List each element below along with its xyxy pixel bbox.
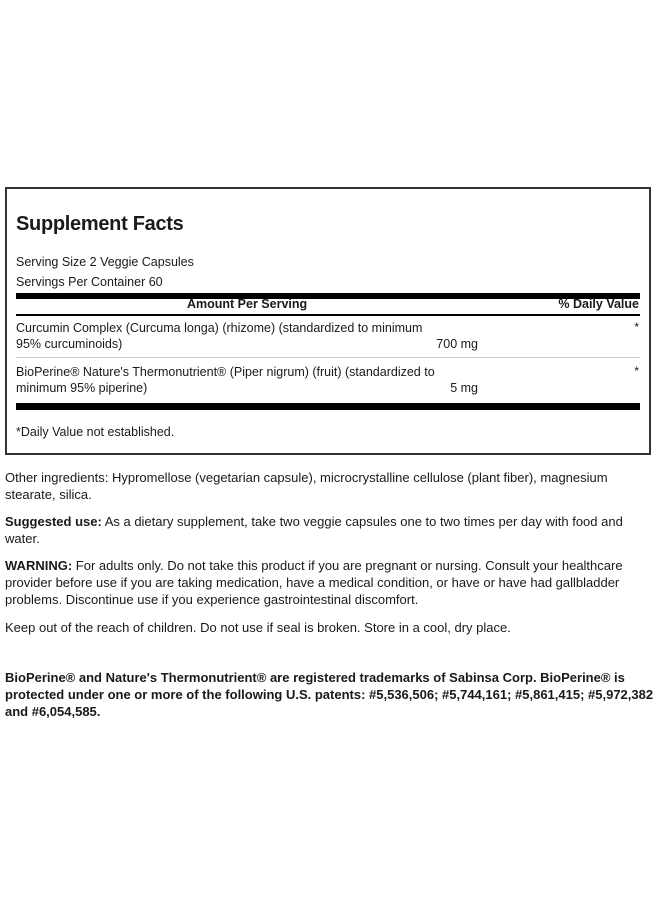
nutrient-name: BioPerine® Nature's Thermonutrient® (Piper nigrum) (fruit) (standardized to <box>16 365 435 379</box>
warning <box>5 557 655 608</box>
nutrient-amount: 700 mg <box>436 337 478 351</box>
serving-size: Serving Size 2 Veggie Capsules <box>16 255 194 269</box>
suggested-use-text: As a dietary supplement, take two veggie capsules one to two times per day with food and water. <box>5 514 623 546</box>
panel-title: Supplement Facts <box>16 213 184 235</box>
row-divider <box>16 357 640 358</box>
servings-per-container: Servings Per Container 60 <box>16 275 163 289</box>
suggested-use-label: Suggested use: <box>5 514 102 529</box>
supplement-facts-panel <box>5 187 651 455</box>
divider-thick <box>16 403 640 410</box>
nutrient-amount: 5 mg <box>450 381 478 395</box>
nutrient-dv: * <box>634 320 639 334</box>
nutrient-name-cont: minimum 95% piperine) <box>16 381 148 395</box>
divider-thick <box>16 293 640 299</box>
nutrient-name: Curcumin Complex (Curcuma longa) (rhizome) (standardized to minimum <box>16 321 423 335</box>
nutrient-row <box>16 364 478 396</box>
nutrient-dv: * <box>634 364 639 378</box>
warning-text: For adults only. Do not take this product if you are pregnant or nursing. Consult your healthcare provider before use if you are taking medication, have a medical condition, or have or have had gallbladder problems. Discontinue use if you experience gastrointestinal discomfort. <box>5 558 623 607</box>
nutrient-name-cont: 95% curcuminoids) <box>16 337 123 351</box>
trademark-notice: BioPerine® and Nature's Thermonutrient® are registered trademarks of Sabinsa Corp. BioPerine® is protected under one or more of the following U.S. patents: #5,536,506; #5,744,161; #5,861,415; #5,972,382 and #6,054,585. <box>5 670 654 719</box>
footnote: *Daily Value not established. <box>16 425 175 439</box>
storage-instructions: Keep out of the reach of children. Do not use if seal is broken. Store in a cool, dry place. <box>5 620 511 635</box>
divider-thin <box>16 314 640 316</box>
suggested-use <box>5 513 655 547</box>
other-ingredients: Other ingredients: Hypromellose (vegetarian capsule), microcrystalline cellulose (plant fiber), magnesium stearate, silica. <box>5 470 608 502</box>
amount-per-serving-header: Amount Per Serving <box>187 297 308 311</box>
nutrient-row <box>16 320 478 352</box>
daily-value-header: % Daily Value <box>558 297 639 311</box>
warning-label: WARNING: <box>5 558 73 573</box>
